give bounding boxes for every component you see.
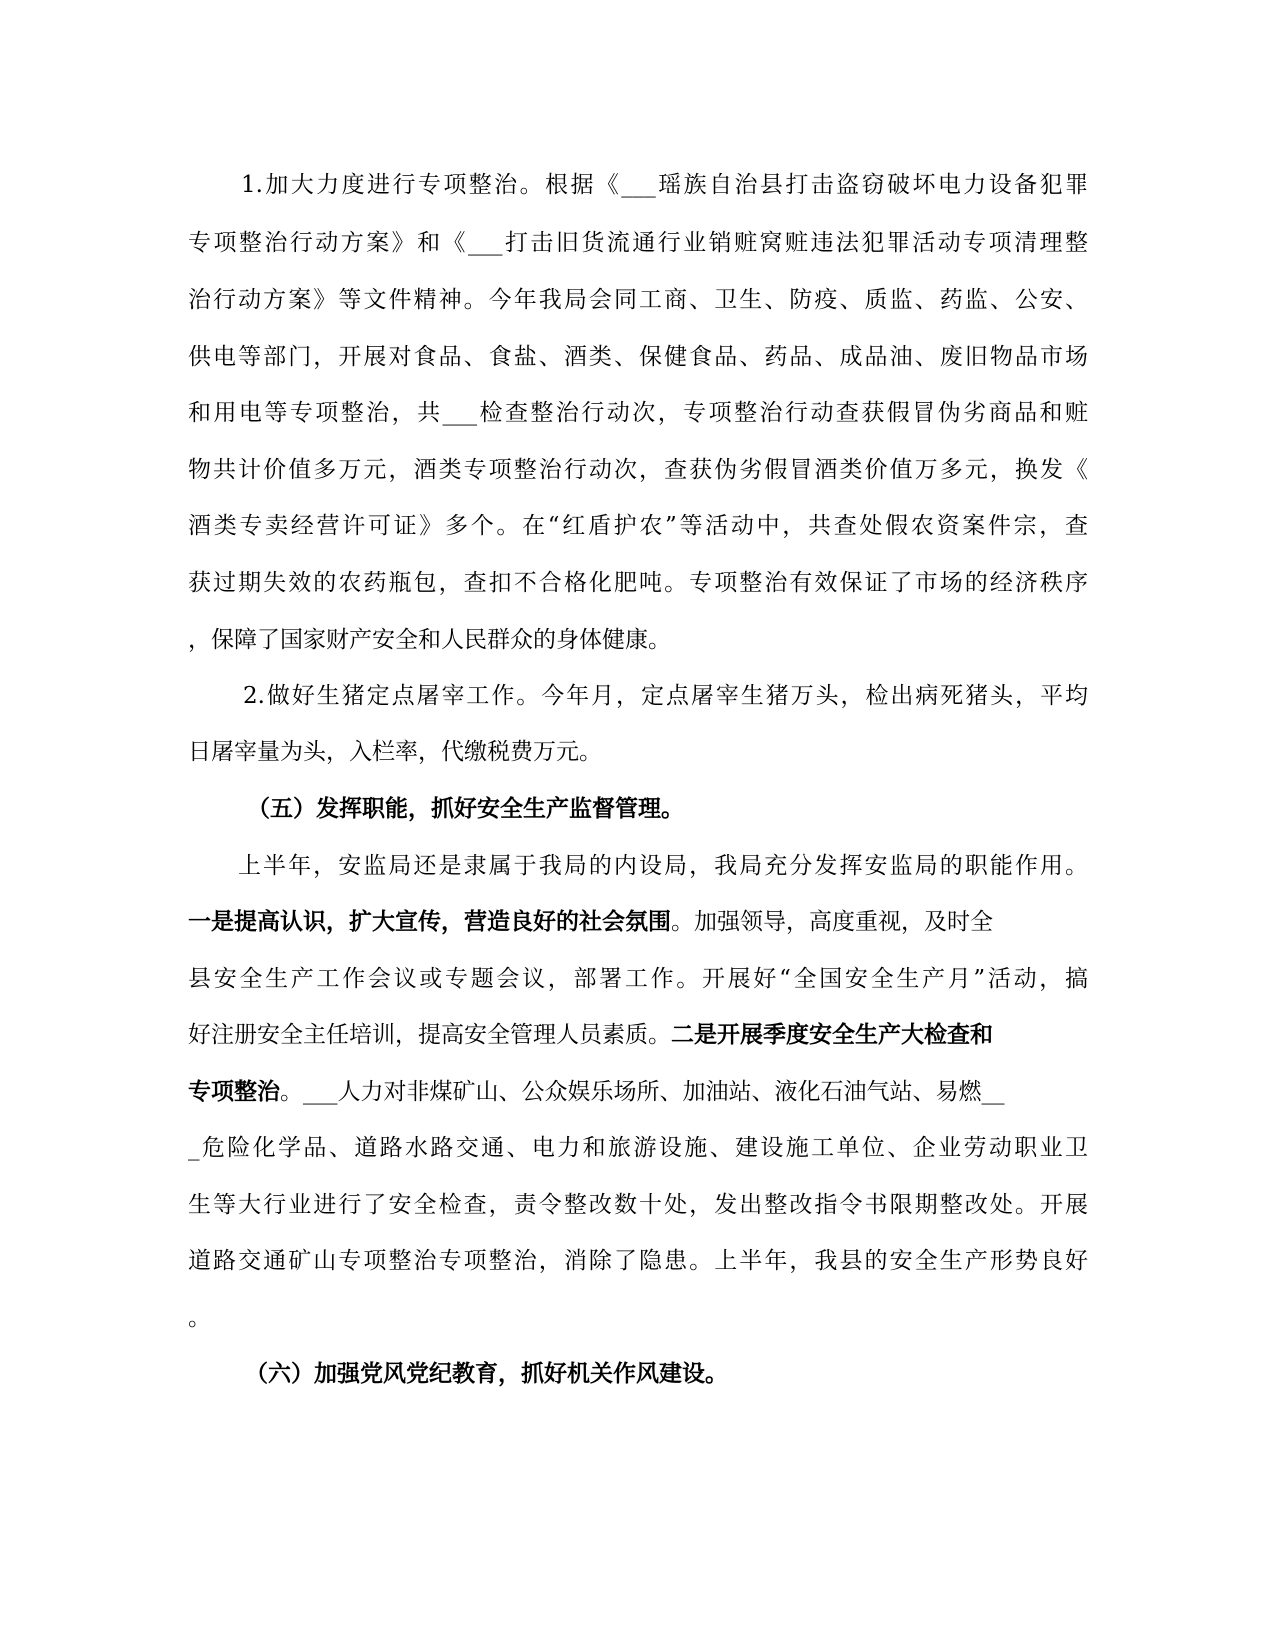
section-heading-5: （五）发挥职能，抓好安全生产监督管理。 xyxy=(247,795,684,822)
paragraph-3-line-4 xyxy=(188,1005,1088,1065)
paragraph-1-line-3: 治行动方案》等文件精神。今年我局会同工商、卫生、防疫、质监、药监、公安、 xyxy=(188,287,1088,313)
emphasis-point-2a: 二是开展季度安全生产大检查和 xyxy=(671,1021,993,1048)
paragraph-1-line-8: 获过期失效的农药瓶包，查扣不合格化肥吨。专项整治有效保证了市场的经济秩序 xyxy=(188,570,1088,596)
paragraph-3-line-8: 道路交通矿山专项整治专项整治，消除了隐患。上半年，我县的安全生产形势良好 xyxy=(188,1248,1088,1274)
emphasis-point-2b: 专项整治 xyxy=(188,1078,280,1105)
paragraph-1-line-2: 专项整治行动方案》和《___打击旧货流通行业销赃窝赃违法犯罪活动专项清理整 xyxy=(188,230,1088,256)
paragraph-1-line-9: ，保障了国家财产安全和人民群众的身体健康。 xyxy=(188,627,671,653)
paragraph-3-line-3: 县安全生产工作会议或专题会议，部署工作。开展好“全国安全生产月”活动，搞 xyxy=(188,966,1088,992)
emphasis-point-1: 一是提高认识，扩大宣传，营造良好的社会氛围 xyxy=(188,908,671,935)
paragraph-3-line-7: 生等大行业进行了安全检查，责令整改数十处，发出整改指令书限期整改处。开展 xyxy=(188,1192,1088,1218)
paragraph-3-line-5-text: 。___人力对非煤矿山、公众娱乐场所、加油站、液化石油气站、易燃__ xyxy=(280,1079,1005,1105)
section-heading-6: （六）加强党风党纪教育，抓好机关作风建设。 xyxy=(245,1360,728,1387)
paragraph-3-line-5 xyxy=(188,1062,1088,1122)
paragraph-3-line-6: _危险化学品、道路水路交通、电力和旅游设施、建设施工单位、企业劳动职业卫 xyxy=(188,1135,1088,1161)
paragraph-1-line-6: 物共计价值多万元，酒类专项整治行动次，查获伪劣假冒酒类价值万多元，换发《 xyxy=(188,457,1088,483)
paragraph-2-line-1: 2.做好生猪定点屠宰工作。今年月，定点屠宰生猪万头，检出病死猪头，平均 xyxy=(243,683,1088,709)
paragraph-3-line-4-text: 好注册安全主任培训，提高安全管理人员素质。 xyxy=(188,1022,671,1048)
paragraph-1-line-5: 和用电等专项整治，共___检查整治行动次，专项整治行动查获假冒伪劣商品和赃 xyxy=(188,400,1088,426)
paragraph-3-line-2-text: 。加强领导，高度重视，及时全 xyxy=(671,909,993,935)
paragraph-2-line-2: 日屠宰量为头，入栏率，代缴税费万元。 xyxy=(188,739,602,765)
paragraph-1-line-7: 酒类专卖经营许可证》多个。在“红盾护农”等活动中，共查处假农资案件宗，查 xyxy=(188,513,1088,539)
paragraph-1-line-4: 供电等部门，开展对食品、食盐、酒类、保健食品、药品、成品油、废旧物品市场 xyxy=(188,344,1088,370)
paragraph-3-line-2 xyxy=(188,892,1088,952)
paragraph-3-line-9: 。 xyxy=(188,1305,211,1331)
paragraph-1-line-1: 1.加大力度进行专项整治。根据《___瑶族自治县打击盗窃破坏电力设备犯罪 xyxy=(241,172,1088,198)
paragraph-3-line-1: 上半年，安监局还是隶属于我局的内设局，我局充分发挥安监局的职能作用。 xyxy=(238,853,1088,879)
